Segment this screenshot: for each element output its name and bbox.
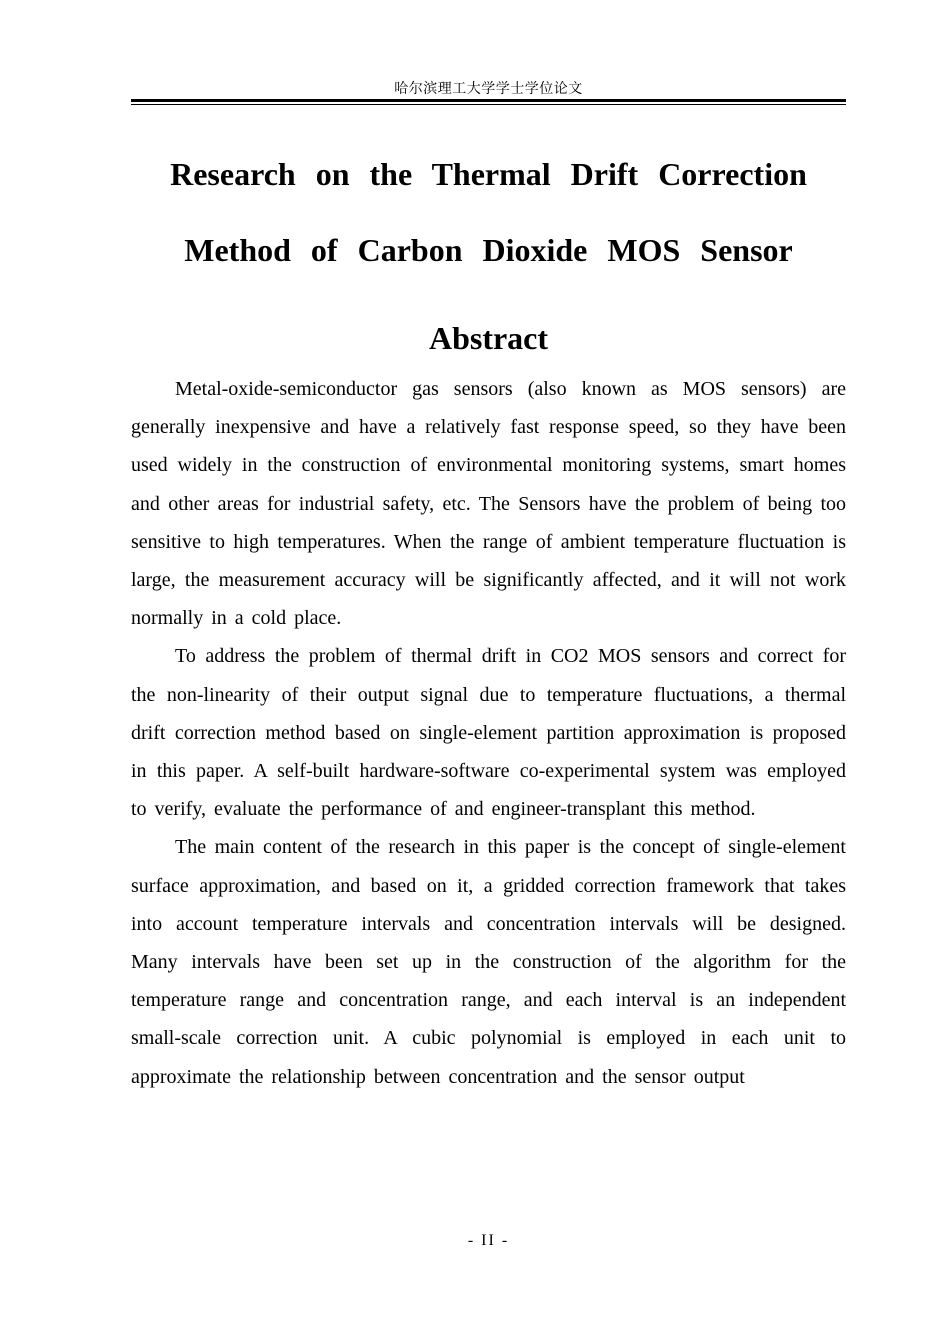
abstract-paragraph: To address the problem of thermal drift in CO2 MOS sensors and correct for the non-linearity of their output signal due to temperature fluctuations, a thermal drift correction method based on single-element partition approximation is proposed in this paper. A self-built hardware-software co-experimental system was employed to verify, evaluate the performance of and engineer-transplant this method. (131, 645, 846, 821)
abstract-paragraph: Metal-oxide-semiconductor gas sensors (also known as MOS sensors) are generally inexpensive and have a relatively fast response speed, so they have been used widely in the construction of environmental monitoring systems, smart homes and other areas for industrial safety, etc. The Sensors have the problem of being too sensitive to high temperatures. When the range of ambient temperature fluctuation is large, the measurement accuracy will be significantly affected, and it will not work normally in a cold place. (131, 378, 846, 630)
title-line-1: Research on the Thermal Drift Correction (170, 156, 807, 192)
abstract-paragraph: The main content of the research in this paper is the concept of single-element surface approximation, and based on it, a gridded correction framework that takes into account temperature intervals and concentration intervals will be designed. Many intervals have been set up in the construction of the algorithm for the temperature range and concentration range, and each interval is an independent small-scale correction unit. A cubic polynomial is employed in each unit to approximate the relationship between concentration and the sensor output (131, 836, 846, 1088)
header-rule-thick (131, 99, 846, 102)
title-line-2: Method of Carbon Dioxide MOS Sensor (184, 232, 793, 268)
header-rule-thin (131, 104, 846, 105)
abstract-body (131, 370, 846, 1096)
running-header: 哈尔滨理工大学学士学位论文 (394, 81, 583, 97)
page-number: - II - (467, 1232, 510, 1249)
abstract-heading: Abstract (428, 320, 549, 356)
